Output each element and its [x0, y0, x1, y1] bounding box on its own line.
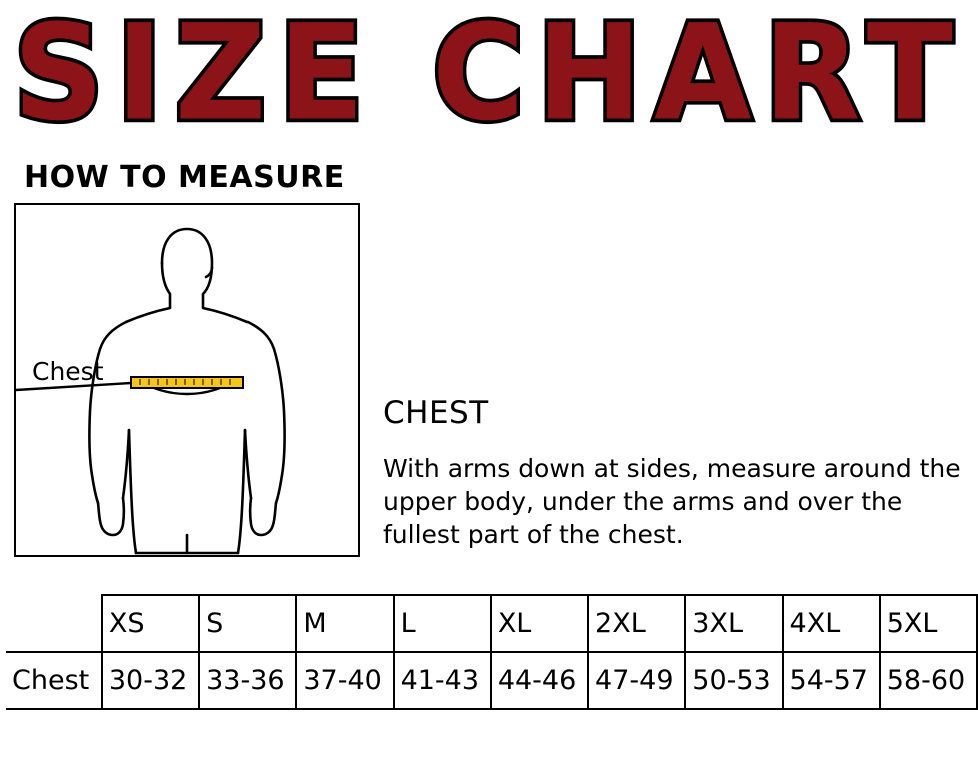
- chest-value-4xl: 54-57: [783, 652, 880, 709]
- size-header-xs: XS: [102, 595, 199, 652]
- size-header-2xl: 2XL: [588, 595, 685, 652]
- description-body: With arms down at sides, measure around the upper body, under the arms and over the fullest part of the chest.: [383, 454, 961, 549]
- row-label-chest: Chest: [6, 652, 102, 709]
- size-header-4xl: 4XL: [783, 595, 880, 652]
- chest-value-l: 41-43: [394, 652, 491, 709]
- table-corner-blank: [6, 595, 102, 652]
- table-row-header: [6, 595, 977, 652]
- chest-value-xs: 30-32: [102, 652, 199, 709]
- size-header-xl: XL: [491, 595, 588, 652]
- description-heading: CHEST: [383, 395, 489, 431]
- chest-value-2xl: 47-49: [588, 652, 685, 709]
- size-header-m: M: [296, 595, 393, 652]
- how-to-measure-heading: HOW TO MEASURE: [24, 160, 345, 195]
- size-table: [6, 594, 978, 710]
- chest-value-xl: 44-46: [491, 652, 588, 709]
- chest-callout-label: Chest: [32, 357, 104, 386]
- size-header-l: L: [394, 595, 491, 652]
- size-header-3xl: 3XL: [685, 595, 782, 652]
- table-row-chest: [6, 652, 977, 709]
- chest-value-m: 37-40: [296, 652, 393, 709]
- chest-tape-measure: [131, 377, 243, 394]
- title-banner: [0, 0, 978, 150]
- page-title: SIZE CHART: [13, 0, 965, 151]
- chest-value-3xl: 50-53: [685, 652, 782, 709]
- chest-value-s: 33-36: [199, 652, 296, 709]
- size-header-s: S: [199, 595, 296, 652]
- size-header-5xl: 5XL: [880, 595, 977, 652]
- chest-value-5xl: 58-60: [880, 652, 977, 709]
